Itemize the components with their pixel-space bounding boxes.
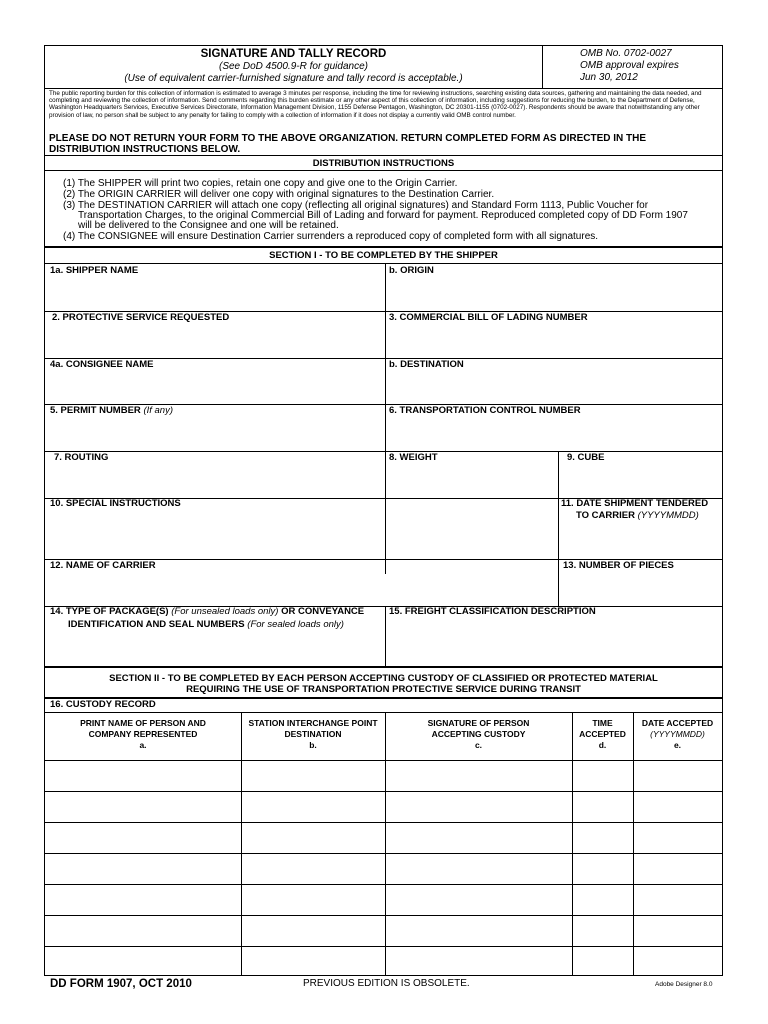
package-type-input[interactable] (47, 634, 383, 664)
custody-date-input-7[interactable] (635, 948, 720, 976)
distribution-item-2: (2) The ORIGIN CARRIER will deliver one copy with original signatures to the Destination Carrier. (63, 189, 495, 200)
custody-time-input-4[interactable] (574, 855, 631, 883)
custody-signature-input-1[interactable] (387, 762, 570, 790)
custody-signature-input-4[interactable] (387, 855, 570, 883)
column-header-name (45, 718, 241, 751)
number-of-pieces-input[interactable] (560, 573, 720, 604)
cube-label: 9. CUBE (567, 452, 605, 463)
custody-time-input-5[interactable] (574, 886, 631, 914)
obsolete-notice: PREVIOUS EDITION IS OBSOLETE. (303, 978, 470, 989)
cube-input[interactable] (560, 465, 720, 495)
custody-person-company-input-6[interactable] (47, 917, 239, 945)
date-tendered-label-2 (576, 510, 699, 521)
custody-row-divider (45, 791, 722, 792)
destination-input[interactable] (387, 372, 720, 402)
distribution-item-3-cont: Transportation Charges, to the original Commercial Bill of Lading and forward for payment. Reproduced completed copy of DD Form 1907 (78, 210, 688, 221)
routing-input[interactable] (47, 465, 383, 495)
routing-label: 7. ROUTING (54, 452, 109, 463)
seal-numbers-label (68, 619, 344, 630)
custody-time-input-7[interactable] (574, 948, 631, 976)
section1-title: SECTION I - TO BE COMPLETED BY THE SHIPPER (269, 250, 498, 261)
protective-service-input[interactable] (47, 325, 383, 355)
section2-title-1: SECTION II - TO BE COMPLETED BY EACH PERSON ACCEPTING CUSTODY OF CLASSIFIED OR PROTECTED MATERIAL (109, 673, 658, 684)
distribution-item-3-cont2: will be delivered to the Consignee and one will be retained. (78, 220, 339, 231)
form-id: DD FORM 1907, OCT 2010 (50, 978, 192, 990)
custody-date-input-6[interactable] (635, 917, 720, 945)
header-divider (542, 46, 543, 88)
column-header-name-letter: a. (139, 740, 147, 750)
custody-station-input-1[interactable] (243, 762, 383, 790)
custody-row-divider (45, 853, 722, 854)
column-header-date-letter: e. (673, 740, 682, 750)
special-instructions-input[interactable] (47, 512, 556, 558)
custody-person-company-input-7[interactable] (47, 948, 239, 976)
equivalent-note: (Use of equivalent carrier-furnished signature and tally record is acceptable.) (124, 73, 463, 84)
destination-label: b. DESTINATION (389, 359, 464, 370)
column-header-signature-line1: SIGNATURE OF PERSON (427, 718, 530, 728)
consignee-name-input[interactable] (47, 372, 383, 402)
custody-station-input-7[interactable] (243, 948, 383, 976)
distribution-title: DISTRIBUTION INSTRUCTIONS (312, 158, 455, 169)
omb-expires: OMB approval expires (580, 60, 679, 71)
column-header-signature (385, 718, 572, 751)
custody-signature-input-2[interactable] (387, 793, 570, 821)
custody-signature-input-3[interactable] (387, 824, 570, 852)
column-header-time-line1: TIME (592, 718, 613, 728)
column-header-name-line2: COMPANY REPRESENTED (88, 729, 198, 739)
custody-station-input-3[interactable] (243, 824, 383, 852)
omb-date: Jun 30, 2012 (580, 72, 638, 83)
column-header-station (241, 718, 385, 751)
return-notice: PLEASE DO NOT RETURN YOUR FORM TO THE ABOVE ORGANIZATION. RETURN COMPLETED FORM AS DIRECTED IN THE DISTRIBUTION INSTRUCTIONS BELOW. (49, 133, 647, 155)
custody-person-company-input-3[interactable] (47, 824, 239, 852)
bill-of-lading-label: 3. COMMERCIAL BILL OF LADING NUMBER (389, 312, 588, 323)
custody-signature-input-7[interactable] (387, 948, 570, 976)
column-header-station-line1: STATION INTERCHANGE POINT (248, 718, 378, 728)
carrier-name-label: 12. NAME OF CARRIER (50, 560, 156, 571)
custody-date-input-5[interactable] (635, 886, 720, 914)
custody-person-company-input-1[interactable] (47, 762, 239, 790)
custody-date-input-3[interactable] (635, 824, 720, 852)
custody-time-input-1[interactable] (574, 762, 631, 790)
seal-numbers-note: (For sealed loads only) (247, 619, 344, 630)
custody-table (45, 712, 722, 977)
column-header-time-letter: d. (598, 740, 607, 750)
conveyance-label-text: OR CONVEYANCE (281, 606, 365, 617)
custody-row-divider (45, 946, 722, 947)
custody-date-input-4[interactable] (635, 855, 720, 883)
column-header-time-line2: ACCEPTED (579, 729, 626, 739)
column-header-date-line1: DATE ACCEPTED (641, 718, 714, 728)
date-tendered-input[interactable] (560, 524, 720, 558)
tcn-input[interactable] (387, 418, 720, 448)
package-type-label-text: 14. TYPE OF PACKAGE(S) (50, 606, 169, 617)
consignee-name-label: 4a. CONSIGNEE NAME (50, 359, 154, 370)
permit-number-label-text: 5. PERMIT NUMBER (50, 405, 141, 416)
column-header-station-letter: b. (309, 740, 317, 750)
date-tendered-note: (YYYYMMDD) (637, 510, 699, 521)
origin-input[interactable] (387, 278, 720, 308)
custody-person-company-input-4[interactable] (47, 855, 239, 883)
package-type-label (50, 606, 364, 617)
freight-classification-label: 15. FREIGHT CLASSIFICATION DESCRIPTION (389, 606, 596, 617)
guidance-note: (See DoD 4500.9-R for guidance) (219, 61, 368, 72)
column-header-station-line2: DESTINATION (284, 729, 342, 739)
weight-input[interactable] (387, 465, 556, 495)
custody-row-divider (45, 915, 722, 916)
custody-signature-input-5[interactable] (387, 886, 570, 914)
bill-of-lading-input[interactable] (387, 325, 720, 355)
custody-date-input-2[interactable] (635, 793, 720, 821)
package-type-note: (For unsealed loads only) (171, 606, 279, 617)
custody-time-input-6[interactable] (574, 917, 631, 945)
section2-title-2: REQUIRING THE USE OF TRANSPORTATION PROTECTIVE SERVICE DURING TRANSIT (186, 684, 581, 695)
number-of-pieces-label: 13. NUMBER OF PIECES (563, 560, 674, 571)
custody-person-company-input-2[interactable] (47, 793, 239, 821)
permit-number-input[interactable] (47, 418, 383, 448)
date-tendered-label-2-text: TO CARRIER (576, 510, 635, 521)
shipper-name-label: 1a. SHIPPER NAME (50, 265, 139, 276)
shipper-name-input[interactable] (47, 278, 383, 308)
column-header-signature-line2: ACCEPTING CUSTODY (431, 729, 526, 739)
special-instructions-label: 10. SPECIAL INSTRUCTIONS (50, 498, 181, 509)
permit-number-label (50, 405, 173, 416)
freight-classification-input[interactable] (387, 620, 720, 664)
form-frame (44, 45, 723, 976)
distribution-item-3: (3) The DESTINATION CARRIER will attach one copy (reflecting all original signatures) and Standard Form 1113, Public Voucher for (63, 200, 649, 211)
custody-time-input-2[interactable] (574, 793, 631, 821)
custody-person-company-input-5[interactable] (47, 886, 239, 914)
custody-station-input-4[interactable] (243, 855, 383, 883)
distribution-item-1: (1) The SHIPPER will print two copies, retain one copy and give one to the Origin Carrier. (63, 178, 458, 189)
designer-note: Adobe Designer 8.0 (655, 981, 713, 988)
column-header-date (633, 718, 722, 751)
column-header-name-line1: PRINT NAME OF PERSON AND (80, 718, 206, 728)
custody-row-divider (45, 884, 722, 885)
custody-record-label: 16. CUSTODY RECORD (50, 699, 156, 710)
custody-station-input-5[interactable] (243, 886, 383, 914)
omb-number: OMB No. 0702-0027 (580, 48, 672, 59)
custody-date-input-1[interactable] (635, 762, 720, 790)
protective-service-label: 2. PROTECTIVE SERVICE REQUESTED (52, 312, 230, 323)
column-header-date-line2: (YYYYMMDD) (650, 729, 705, 739)
column-header-time (572, 718, 633, 751)
custody-station-input-6[interactable] (243, 917, 383, 945)
origin-label: b. ORIGIN (389, 265, 434, 276)
custody-time-input-3[interactable] (574, 824, 631, 852)
seal-numbers-label-text: IDENTIFICATION AND SEAL NUMBERS (68, 619, 245, 630)
carrier-name-input[interactable] (47, 573, 556, 604)
custody-signature-input-6[interactable] (387, 917, 570, 945)
distribution-item-4: (4) The CONSIGNEE will ensure Destination Carrier surrenders a reproduced copy of completed form with all signatures. (63, 231, 599, 242)
column-header-signature-letter: c. (474, 740, 483, 750)
burden-statement: The public reporting burden for this collection of information is estimated to average 3 minutes per response, including the time for reviewing instructions, searching existing data sources, gathering and maintaining the data needed, and completing and reviewing the collection of information. Send comments regarding this burden estimate or any other aspect of this collection of information, including suggestions for reducing the burden, to the Department of Defense, Washington Headquarters Services, Executive Services Directorate, Information Management Division, 1155 Defense Pentagon, Washington, DC 20301-1155 (0702-0027). Respondents should be aware that notwithstanding any other provision of law, no person shall be subject to any penalty for failing to comply with a collection of information if it does not display a currently valid OMB control number. (49, 90, 702, 119)
custody-row-divider (45, 822, 722, 823)
date-tendered-label: 11. DATE SHIPMENT TENDERED (561, 498, 709, 509)
permit-number-note: (If any) (143, 405, 173, 416)
custody-station-input-2[interactable] (243, 793, 383, 821)
tcn-label: 6. TRANSPORTATION CONTROL NUMBER (389, 405, 581, 416)
form-title: SIGNATURE AND TALLY RECORD (200, 48, 387, 60)
weight-label: 8. WEIGHT (389, 452, 438, 463)
